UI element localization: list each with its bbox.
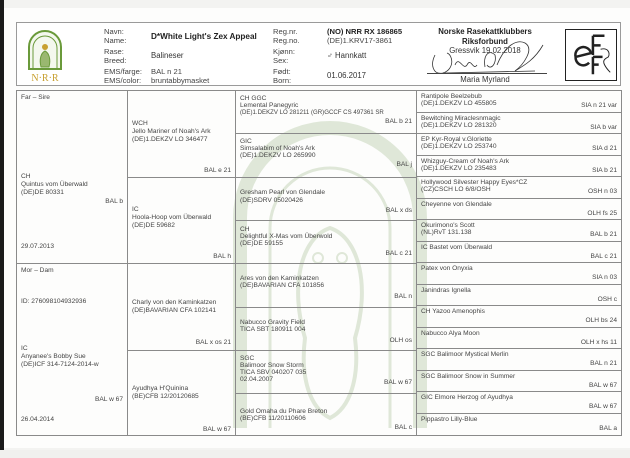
gen4-name: Bewitching Miraclesnmagic bbox=[421, 115, 501, 122]
gen4-cell bbox=[417, 392, 621, 414]
gen3-ems: BAL c 21 bbox=[385, 250, 412, 257]
gen4-cell bbox=[417, 199, 621, 220]
gen4-ems: OSH c bbox=[597, 296, 617, 303]
breed-label-no: Rase: bbox=[104, 47, 124, 56]
name-label bbox=[104, 27, 126, 45]
cat-name: D*White Light's Zex Appeal bbox=[151, 32, 257, 41]
reg-values bbox=[327, 27, 402, 45]
gen3-name: Ares von den Kaminkatzen bbox=[240, 275, 319, 282]
name-label-no: Navn: bbox=[104, 27, 124, 36]
gen4-name: Patex von Onyxia bbox=[421, 265, 473, 272]
sex-text: Hannkatt bbox=[335, 51, 367, 60]
gen4-cell bbox=[417, 371, 621, 392]
sire-cell bbox=[17, 91, 128, 264]
reg-label bbox=[273, 27, 300, 45]
sire-reg: (DE)DE 80331 bbox=[21, 189, 64, 196]
gen4-reg: (DE)1.DEKZV LO 253740 bbox=[421, 143, 497, 150]
nrr-logo-text: N·R·R bbox=[31, 73, 59, 83]
reg-label-no: Reg.nr. bbox=[273, 27, 298, 36]
gen4-cell bbox=[417, 177, 621, 199]
nrr-logo bbox=[23, 27, 67, 83]
sire-name: Quintus vom Überwald bbox=[21, 181, 88, 188]
gen4-name: Nabucco Alya Moon bbox=[421, 330, 480, 337]
gen4-ems: SIA b 21 bbox=[592, 167, 617, 174]
gen4-name: Janindras Ignella bbox=[421, 287, 471, 294]
male-icon: ♂ bbox=[327, 51, 333, 60]
gen2-reg: (BE)CFB 12/20120685 bbox=[132, 393, 199, 400]
pedigree-table bbox=[16, 90, 622, 436]
gen3-date: 02.04.2007 bbox=[240, 376, 274, 383]
sire-section-label: Far – Sire bbox=[21, 94, 50, 101]
certificate-header bbox=[16, 22, 621, 86]
gen4-ems: OLH bs 24 bbox=[585, 317, 617, 324]
dam-title: IC bbox=[21, 345, 28, 352]
gen2-ems: BAL x os 21 bbox=[195, 339, 231, 346]
gen4-ems: SIA n 03 bbox=[592, 274, 617, 281]
gen4-reg: (DE)1.DEKZV LO 235483 bbox=[421, 165, 497, 172]
gen3-title: SGC bbox=[240, 355, 255, 362]
gen3-cell bbox=[236, 134, 417, 178]
gen3-cell bbox=[236, 221, 417, 264]
ems-code: BAL n 21 bbox=[151, 67, 182, 76]
gen3-title: CH GGC bbox=[240, 95, 267, 102]
gen2-name: Ayudhya H'Quinina bbox=[132, 385, 189, 392]
name-label-en: Name: bbox=[104, 36, 127, 45]
gen2-cell bbox=[128, 178, 236, 264]
gen3-name: Lemental Panegyric bbox=[240, 102, 299, 109]
gen3-name: Simsalabim of Noah's Ark bbox=[240, 145, 315, 152]
color-name: bruntabbymasket bbox=[151, 76, 210, 85]
gen4-ems: BAL w 67 bbox=[589, 403, 617, 410]
breed-label-en: Breed: bbox=[104, 56, 127, 65]
gen4-ems: OLH x hs 11 bbox=[580, 339, 617, 346]
signatory-name: Maria Myrland bbox=[460, 74, 510, 84]
gen4-cell bbox=[417, 414, 621, 435]
gen4-name: Cheyenne von Glendale bbox=[421, 201, 492, 208]
gen3-ems: BAL x ds bbox=[385, 207, 412, 214]
dam-birth-date: 26.04.2014 bbox=[21, 416, 55, 423]
gen3-cell bbox=[236, 394, 417, 436]
sire-ems: BAL b bbox=[105, 198, 123, 205]
gen3-ems: BAL n bbox=[394, 293, 412, 300]
sex-label-no: Kjønn: bbox=[273, 47, 295, 56]
gen4-cell bbox=[417, 113, 621, 134]
gen3-cell bbox=[236, 91, 417, 134]
born-label bbox=[273, 67, 291, 85]
dam-cell bbox=[17, 264, 128, 436]
gen4-name: SGC Balimoor Snow in Summer bbox=[421, 373, 516, 380]
sex-label bbox=[273, 47, 295, 65]
gen4-ems: BAL a bbox=[599, 425, 617, 432]
gen3-reg: (DE)1.DEKZV LO 265990 bbox=[240, 152, 316, 159]
gen3-reg: (DE)BAVARIAN CFA 101856 bbox=[240, 282, 325, 289]
ems-values bbox=[151, 67, 209, 85]
dam-name: Anyanee's Bobby Sue bbox=[21, 353, 86, 360]
gen3-name: Balimoor Snow Storm bbox=[240, 362, 304, 369]
sex-label-en: Sex: bbox=[273, 56, 289, 65]
ems-label-en: EMS/color: bbox=[104, 76, 142, 85]
fife-logo bbox=[565, 29, 617, 81]
gen4-name: CH Yazoo Amenophis bbox=[421, 308, 485, 315]
sex-value bbox=[327, 51, 366, 60]
org-name-1: Norske Rasekattklubbers bbox=[438, 27, 532, 36]
gen4-reg: (NL)RvT 131.138 bbox=[421, 229, 472, 236]
gen4-name: GIC Elmore Herzog of Ayudhya bbox=[421, 394, 513, 401]
gen4-reg: (DE)1.DEKZV LO 455805 bbox=[421, 100, 497, 107]
gen2-title: IC bbox=[132, 206, 139, 213]
gen3-reg: (BE)CFB 11/20110606 bbox=[240, 415, 306, 422]
dam-section-label: Mor – Dam bbox=[21, 267, 54, 274]
gen2-ems: BAL e 21 bbox=[204, 167, 231, 174]
reg-number-2: (DE)1.KRV17-3861 bbox=[327, 36, 393, 45]
gen2-ems: BAL h bbox=[213, 253, 231, 260]
gen4-ems: SIA n 21 var bbox=[581, 102, 617, 109]
gen3-name: Gold Omaha du Phare Breton bbox=[240, 408, 328, 415]
ems-label-no: EMS/farge: bbox=[104, 67, 142, 76]
breed-label bbox=[104, 47, 126, 65]
gen4-cell bbox=[417, 285, 621, 306]
gen2-cell bbox=[128, 91, 236, 178]
gen3-reg: (DE)DE 59155 bbox=[240, 240, 283, 247]
gen4-cell bbox=[417, 328, 621, 349]
gen4-name: Pippastro Lilly-Blue bbox=[421, 416, 478, 423]
reg-number: (NO) NRR RX 186865 bbox=[327, 27, 403, 36]
gen2-cell bbox=[128, 351, 236, 436]
gen4-name: IC Bastet vom Überwald bbox=[421, 244, 493, 251]
gen3-cell bbox=[236, 178, 417, 221]
gen4-ems: BAL n 21 bbox=[590, 360, 617, 367]
gen2-reg: (DE)BAVARIAN CFA 102141 bbox=[132, 307, 217, 314]
gen4-ems: BAL c 21 bbox=[590, 253, 617, 260]
gen4-ems: SIA d 21 bbox=[592, 145, 617, 152]
gen4-ems: BAL w 67 bbox=[589, 382, 617, 389]
fife-logo-text: FIFe bbox=[566, 30, 568, 31]
gen4-ems: OLH fs 25 bbox=[587, 210, 617, 217]
dam-id: ID: 276098104932936 bbox=[21, 298, 87, 305]
gen4-cell bbox=[417, 242, 621, 263]
gen3-title: GIC bbox=[240, 138, 252, 145]
gen4-name: Rantipole Beelzebub bbox=[421, 93, 482, 100]
gen3-name: Delightful X-Mas vom Überwold bbox=[240, 233, 333, 240]
gen4-reg: (DE)1.DEKZV LO 281320 bbox=[421, 122, 497, 129]
gen3-cell bbox=[236, 308, 417, 351]
gen4-cell bbox=[417, 156, 621, 177]
born-label-no: Født: bbox=[273, 67, 291, 76]
gen4-name: Whizguy-Cream of Noah's Ark bbox=[421, 158, 510, 165]
gen4-ems: OSH n 03 bbox=[588, 188, 617, 195]
gen2-reg: (DE)1.DEKZV LO 346477 bbox=[132, 136, 208, 143]
gen3-name: Gresham Pearl von Glendale bbox=[240, 189, 326, 196]
gen3-cell bbox=[236, 351, 417, 394]
gen3-reg: (DE)SDRV 05020426 bbox=[240, 197, 303, 204]
gen3-ems: BAL j bbox=[396, 161, 412, 168]
gen3-ems: BAL w 67 bbox=[384, 379, 412, 386]
reg-label-en: Reg.no. bbox=[273, 36, 300, 45]
scan-bottom-margin bbox=[0, 450, 630, 458]
gen3-reg: TICA SBT 180911 004 bbox=[240, 326, 306, 333]
org-name-2: Riksforbund bbox=[462, 36, 508, 46]
gen4-ems: BAL b 21 bbox=[590, 231, 617, 238]
gen4-cell bbox=[417, 91, 621, 113]
sire-title: CH bbox=[21, 173, 31, 180]
gen3-reg: TICA SBV 040207 035 bbox=[240, 369, 307, 376]
dam-reg: (DE)ICF 314-7124-2014-w bbox=[21, 361, 99, 368]
gen4-ems: SIA b var bbox=[590, 124, 617, 131]
signature-line bbox=[427, 73, 547, 74]
gen4-cell bbox=[417, 349, 621, 371]
gen3-cell bbox=[236, 264, 417, 308]
gen4-reg: (CZ)CSCH LO 6/8/OSH bbox=[421, 186, 491, 193]
gen3-ems: OLH os bbox=[389, 337, 412, 344]
ems-label bbox=[104, 67, 142, 85]
gen2-title: WCH bbox=[132, 120, 148, 127]
issue-place-date: Gressvik 19.02.2018 bbox=[449, 46, 521, 55]
gen4-cell bbox=[417, 134, 621, 156]
gen4-cell bbox=[417, 263, 621, 285]
gen3-ems: BAL b 21 bbox=[385, 118, 412, 125]
gen2-name: Jello Mariner of Noah's Ark bbox=[132, 128, 211, 135]
gen2-name: Charly von den Kaminkatzen bbox=[132, 299, 217, 306]
gen2-ems: BAL w 67 bbox=[203, 426, 231, 433]
dam-ems: BAL w 67 bbox=[95, 396, 123, 403]
gen4-name: EP Kyr-Royal v.Gloriette bbox=[421, 136, 492, 143]
sire-birth-date: 29.07.2013 bbox=[21, 243, 55, 250]
gen4-name: Okurimono's Scott bbox=[421, 222, 475, 229]
gen2-cell bbox=[128, 264, 236, 351]
breed-value: Balineser bbox=[151, 51, 184, 60]
born-value: 01.06.2017 bbox=[327, 71, 367, 80]
gen2-name: Hoola-Hoop vom Überwald bbox=[132, 214, 212, 221]
gen4-name: Hollywood Silvester Happy Eyes*CZ bbox=[421, 179, 528, 186]
gen3-name: Nabucco Gravity Field bbox=[240, 319, 305, 326]
gen4-cell bbox=[417, 306, 621, 328]
gen3-title: CH bbox=[240, 226, 250, 233]
gen4-cell bbox=[417, 220, 621, 242]
gen4-name: SGC Balimoor Mystical Merlin bbox=[421, 351, 509, 358]
gen3-reg: (DE)1.DEKZV LO 281211 (GR)GCCF CS 497361 SR bbox=[240, 109, 384, 116]
born-label-en: Born: bbox=[273, 76, 292, 85]
gen2-reg: (DE)DE 59682 bbox=[132, 222, 175, 229]
gen3-ems: BAL c bbox=[394, 424, 412, 431]
